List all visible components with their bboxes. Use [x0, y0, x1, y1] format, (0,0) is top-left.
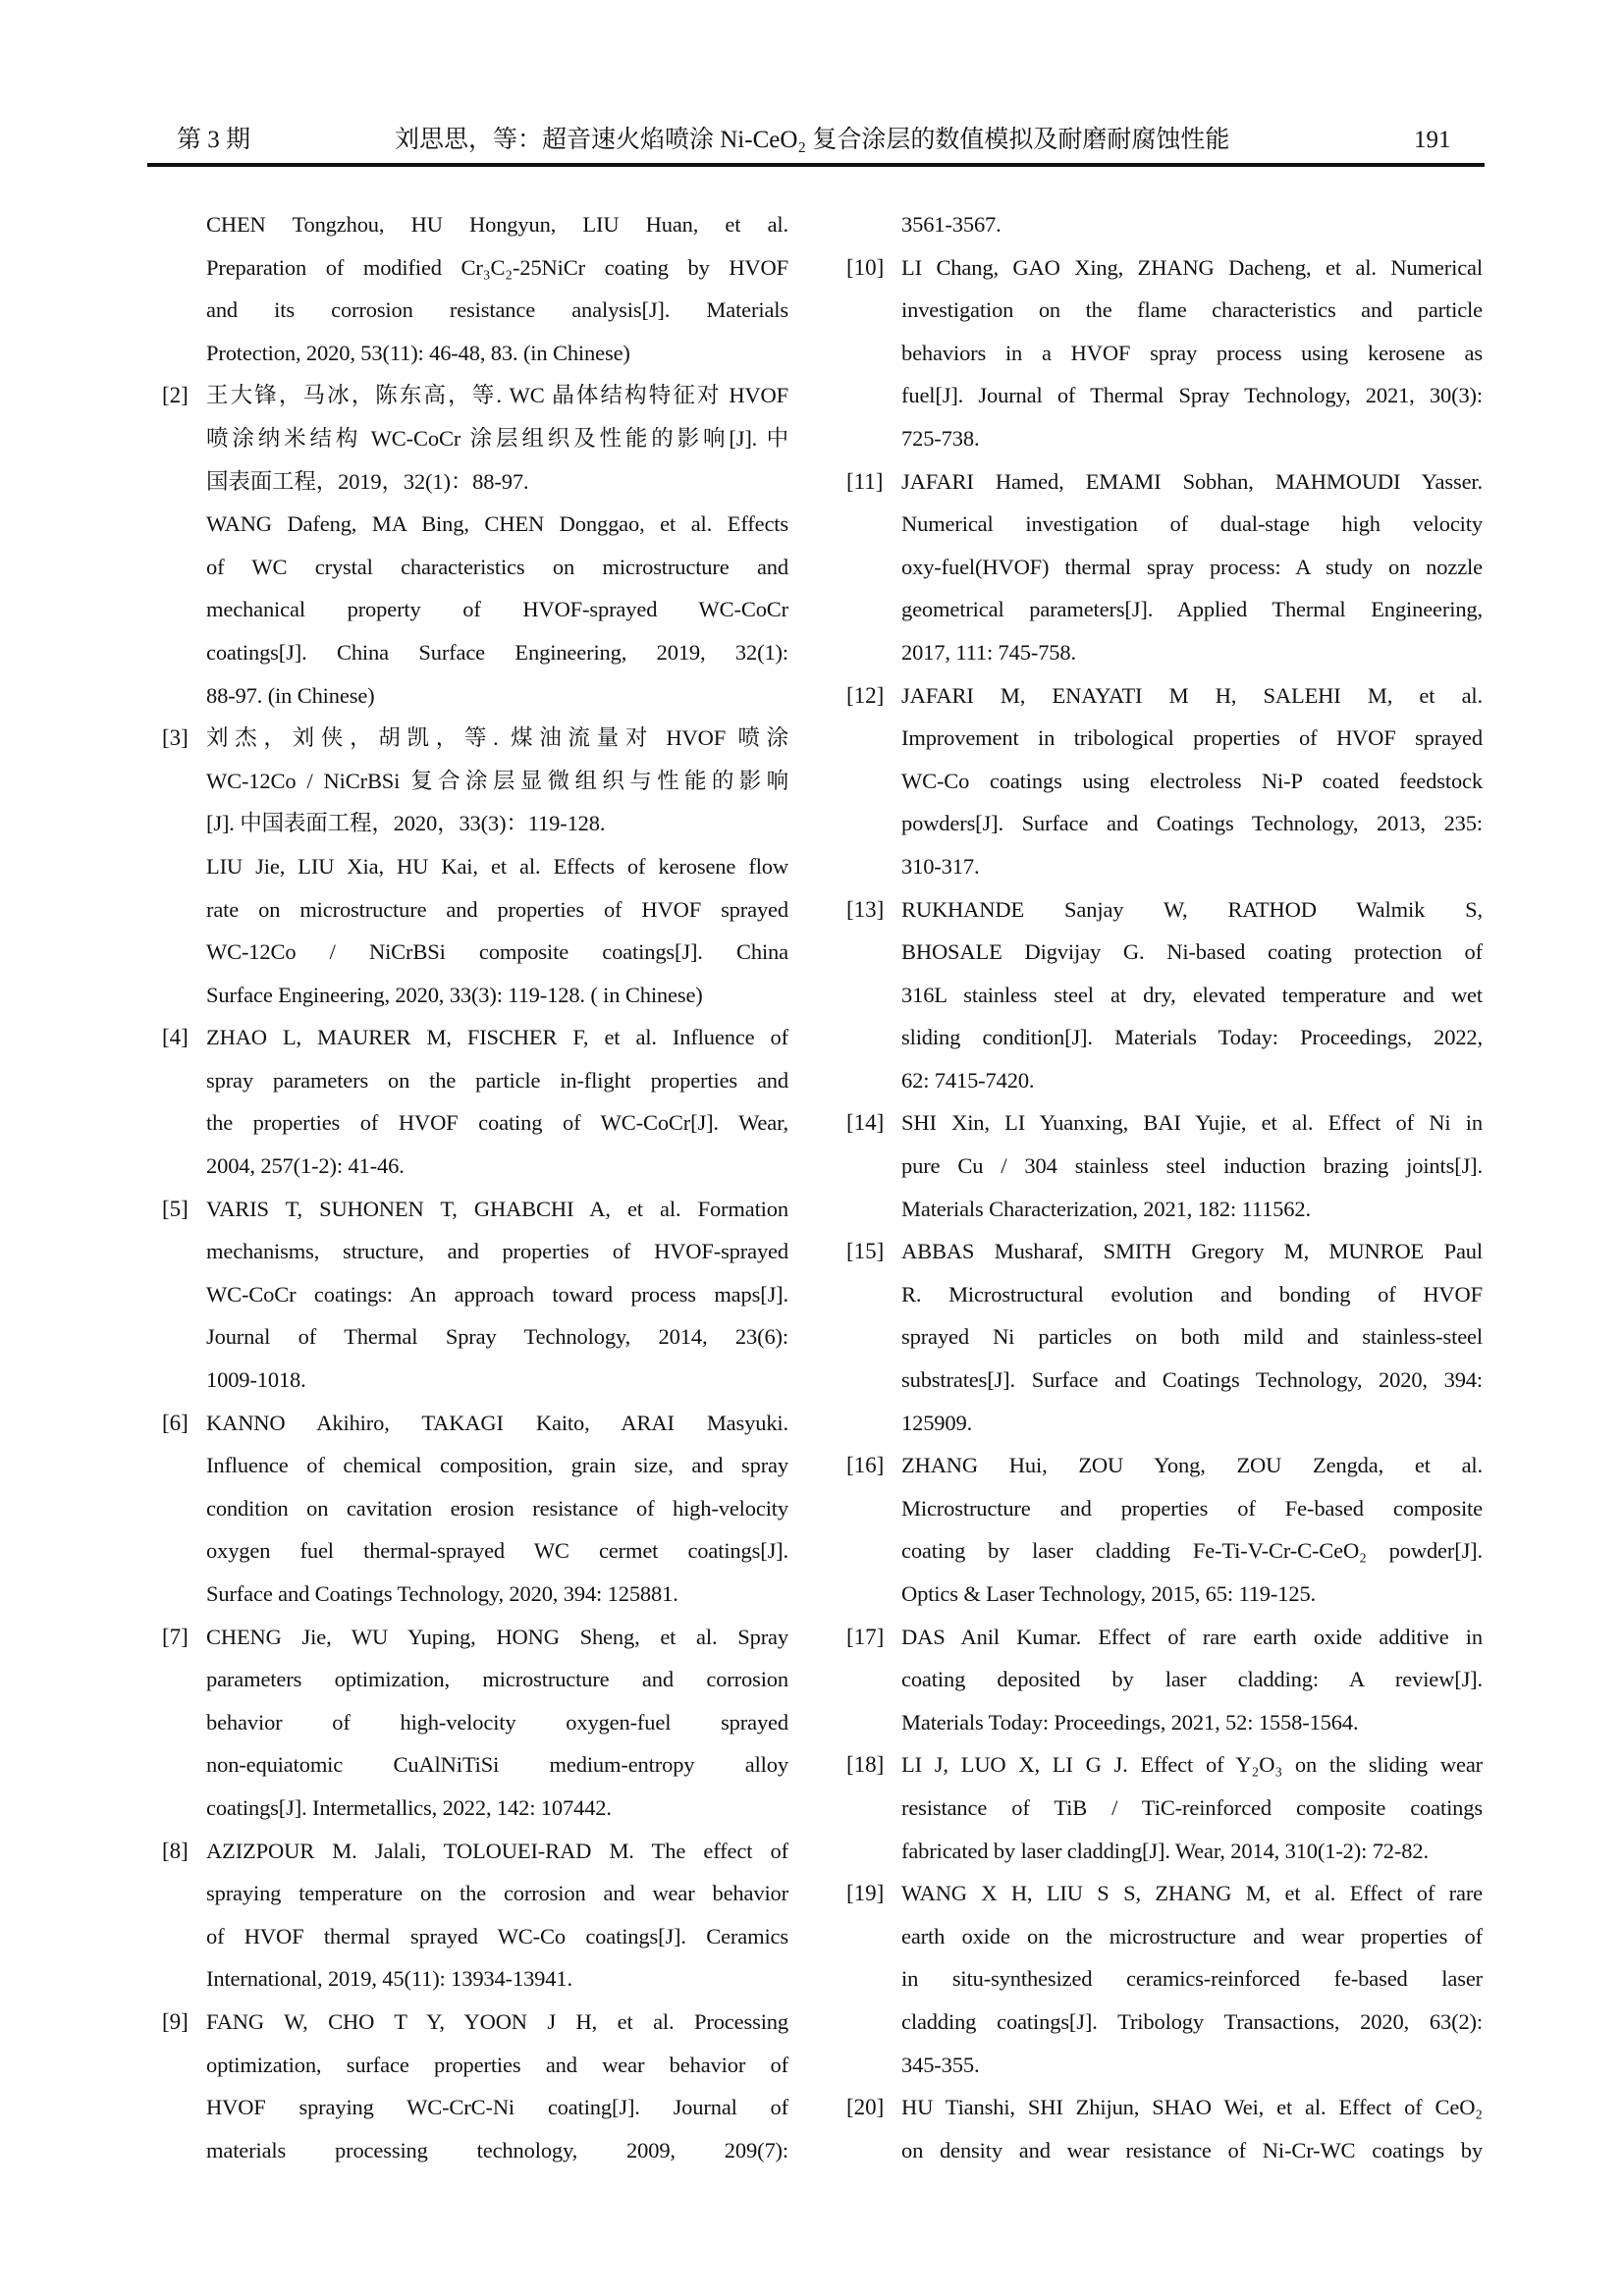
reference-line: sprayed Ni particles on both mild and stainless-steel: [901, 1324, 1483, 1350]
reference-line: 310-317.: [901, 853, 980, 879]
reference-entry: [846, 1872, 1483, 2086]
reference-line: fabricated by laser cladding[J]. Wear, 2014, 310(1-2): 72-82.: [901, 1838, 1429, 1863]
reference-line: WANG X H, LIU S S, ZHANG M, et al. Effect of rare: [901, 1881, 1483, 1906]
reference-entry: [846, 1101, 1483, 1230]
reference-line: non-equiatomic CuAlNiTiSi medium-entropy alloy: [206, 1752, 788, 1778]
reference-line: of WC crystal characteristics on microstructure and: [206, 554, 788, 579]
reference-line: behavior of high-velocity oxygen-fuel sprayed: [206, 1709, 788, 1735]
reference-line: spraying temperature on the corrosion and wear behavior: [206, 1881, 788, 1906]
reference-line: spray parameters on the particle in-flight properties and: [206, 1067, 788, 1093]
reference-line: Materials Characterization, 2021, 182: 111562.: [901, 1196, 1311, 1221]
reference-entry: [846, 1230, 1483, 1444]
reference-number: [19]: [846, 1881, 885, 1906]
header-rule: [147, 163, 1485, 167]
reference-line: fuel[J]. Journal of Thermal Spray Technology, 2021, 30(3):: [901, 383, 1483, 408]
reference-number: [12]: [846, 682, 885, 708]
reference-line: Surface Engineering, 2020, 33(3): 119-128. ( in Chinese): [206, 982, 703, 1007]
reference-line: WC-Co coatings using electroless Ni-P coated feedstock: [901, 768, 1483, 793]
reference-entry: [162, 203, 788, 374]
reference-line: 345-355.: [901, 2052, 980, 2077]
reference-line: coating by laser cladding Fe-Ti-V-Cr-C-CeO₂ powder[J].: [901, 1538, 1483, 1564]
reference-number: [4]: [162, 1025, 189, 1050]
reference-line: oxy-fuel(HVOF) thermal spray process: A study on nozzle: [901, 554, 1483, 579]
reference-line: in situ-synthesized ceramics-reinforced fe-based laser: [901, 1966, 1483, 1992]
reference-entry: [846, 2086, 1483, 2171]
reference-line: Microstructure and properties of Fe-based composite: [901, 1495, 1483, 1521]
reference-line: LI Chang, GAO Xing, ZHANG Dacheng, et al. Numerical: [901, 254, 1483, 280]
reference-line: R. Microstructural evolution and bonding of HVOF: [901, 1281, 1483, 1307]
reference-line: behaviors in a HVOF spray process using kerosene as: [901, 340, 1483, 365]
reference-number: [20]: [846, 2095, 885, 2120]
reference-line: HVOF spraying WC-CrC-Ni coating[J]. Journal of: [206, 2095, 788, 2120]
reference-line: Optics & Laser Technology, 2015, 65: 119-125.: [901, 1581, 1317, 1606]
reference-number: [17]: [846, 1624, 885, 1649]
reference-line: 1009-1018.: [206, 1367, 306, 1393]
reference-number: [8]: [162, 1838, 189, 1863]
reference-line: Materials Today: Proceedings, 2021, 52: 1558-1564.: [901, 1709, 1359, 1735]
reference-entry: [846, 1616, 1483, 1744]
reference-line: 725-738.: [901, 425, 980, 451]
reference-entry: [162, 717, 788, 1016]
reference-line: ABBAS Musharaf, SMITH Gregory M, MUNROE Paul: [901, 1239, 1483, 1264]
reference-line: and its corrosion resistance analysis[J]. Materials: [206, 297, 788, 323]
reference-line: 王大锋，马冰，陈东高，等. WC 晶体结构特征对 HVOF: [206, 383, 788, 408]
page-number: 191: [1414, 127, 1451, 153]
reference-line: 2017, 111: 745-758.: [901, 639, 1076, 665]
reference-line: geometrical parameters[J]. Applied Thermal Engineering,: [901, 597, 1483, 622]
reference-line: SHI Xin, LI Yuanxing, BAI Yujie, et al. Effect of Ni in: [901, 1110, 1483, 1136]
reference-line: AZIZPOUR M. Jalali, TOLOUEI-RAD M. The effect of: [206, 1838, 788, 1863]
reference-line: Surface and Coatings Technology, 2020, 394: 125881.: [206, 1581, 678, 1606]
reference-line: mechanical property of HVOF-sprayed WC-CoCr: [206, 597, 788, 622]
reference-line: Numerical investigation of dual-stage high velocity: [901, 511, 1483, 537]
reference-line: condition on cavitation erosion resistance of high-velocity: [206, 1495, 788, 1521]
reference-line: Influence of chemical composition, grain size, and spray: [206, 1453, 788, 1478]
reference-number: [13]: [846, 896, 885, 922]
reference-line: VARIS T, SUHONEN T, GHABCHI A, et al. Formation: [206, 1196, 788, 1221]
reference-line: WC-12Co / NiCrBSi composite coatings[J]. China: [206, 939, 788, 965]
journal-issue: 第 3 期: [177, 127, 251, 153]
reference-line: powders[J]. Surface and Coatings Technology, 2013, 235:: [901, 811, 1483, 836]
reference-line: BHOSALE Digvijay G. Ni-based coating protection of: [901, 939, 1483, 965]
reference-line: JAFARI Hamed, EMAMI Sobhan, MAHMOUDI Yasser.: [901, 468, 1483, 494]
reference-line: coating deposited by laser cladding: A review[J].: [901, 1667, 1483, 1692]
reference-entry: [846, 674, 1483, 888]
reference-line: 88-97. (in Chinese): [206, 682, 375, 708]
reference-line: 3561-3567.: [901, 212, 1001, 237]
reference-number: [15]: [846, 1239, 885, 1264]
reference-number: [9]: [162, 2008, 189, 2034]
reference-line: earth oxide on the microstructure and wear properties of: [901, 1923, 1483, 1949]
reference-line: resistance of TiB / TiC-reinforced composite coatings: [901, 1794, 1483, 1820]
reference-line: parameters optimization, microstructure and corrosion: [206, 1667, 788, 1692]
reference-line: LI J, LUO X, LI G J. Effect of Y₂O₃ on the sliding wear: [901, 1752, 1483, 1778]
reference-entry: [162, 1402, 788, 1616]
reference-line: Journal of Thermal Spray Technology, 2014, 23(6):: [206, 1324, 788, 1350]
reference-line: International, 2019, 45(11): 13934-13941.: [206, 1966, 572, 1992]
reference-line: Preparation of modified Cr₃C₂-25NiCr coating by HVOF: [206, 254, 788, 280]
reference-line: sliding condition[J]. Materials Today: Proceedings, 2022,: [901, 1025, 1483, 1050]
reference-line: KANNO Akihiro, TAKAGI Kaito, ARAI Masyuki.: [206, 1410, 788, 1435]
reference-line: LIU Jie, LIU Xia, HU Kai, et al. Effects of kerosene flow: [206, 853, 788, 879]
reference-entry: [162, 374, 788, 717]
reference-line: optimization, surface properties and wear behavior of: [206, 2052, 788, 2077]
reference-number: [7]: [162, 1624, 189, 1649]
reference-line: FANG W, CHO T Y, YOON J H, et al. Processing: [206, 2008, 788, 2034]
reference-line: of HVOF thermal sprayed WC-Co coatings[J]. Ceramics: [206, 1923, 788, 1949]
references-column-left: [162, 203, 788, 2171]
reference-entry: [162, 1016, 788, 1187]
reference-number: [3]: [162, 725, 189, 751]
reference-line: the properties of HVOF coating of WC-CoCr[J]. Wear,: [206, 1110, 788, 1136]
reference-line: oxygen fuel thermal-sprayed WC cermet coatings[J].: [206, 1538, 788, 1564]
reference-entry: [162, 1830, 788, 2001]
reference-line: DAS Anil Kumar. Effect of rare earth oxide additive in: [901, 1624, 1483, 1649]
reference-line: coatings[J]. Intermetallics, 2022, 142: 107442.: [206, 1794, 612, 1820]
reference-entry: [846, 1743, 1483, 1872]
reference-entry: [162, 1188, 788, 1402]
reference-line: WANG Dafeng, MA Bing, CHEN Donggao, et al. Effects: [206, 511, 788, 537]
reference-line: Protection, 2020, 53(11): 46-48, 83. (in Chinese): [206, 340, 630, 365]
reference-number: [11]: [846, 468, 884, 494]
reference-line: CHENG Jie, WU Yuping, HONG Sheng, et al. Spray: [206, 1624, 788, 1649]
running-title: 刘思思，等：超音速火焰喷涂 Ni-CeO₂ 复合涂层的数值模拟及耐磨耐腐蚀性能: [395, 127, 1230, 153]
reference-number: [10]: [846, 254, 885, 280]
reference-line: Improvement in tribological properties of HVOF sprayed: [901, 725, 1483, 751]
reference-line: 喷涂纳米结构 WC-CoCr 涂层组织及性能的影响[J]. 中: [206, 425, 788, 451]
reference-line: JAFARI M, ENAYATI M H, SALEHI M, et al.: [901, 682, 1483, 708]
reference-line: 国表面工程，2019，32(1)：88-97.: [206, 468, 529, 494]
reference-entry: [846, 460, 1483, 674]
reference-line: on density and wear resistance of Ni-Cr-WC coatings by: [901, 2137, 1483, 2163]
reference-line: 316L stainless steel at dry, elevated temperature and wet: [901, 982, 1483, 1007]
reference-line: CHEN Tongzhou, HU Hongyun, LIU Huan, et al.: [206, 212, 788, 237]
reference-entry: [162, 2001, 788, 2171]
reference-line: HU Tianshi, SHI Zhijun, SHAO Wei, et al. Effect of CeO₂: [901, 2095, 1483, 2120]
reference-line: materials processing technology, 2009, 209(7):: [206, 2137, 788, 2163]
reference-line: ZHANG Hui, ZOU Yong, ZOU Zengda, et al.: [901, 1453, 1483, 1478]
reference-line: mechanisms, structure, and properties of HVOF-sprayed: [206, 1239, 788, 1264]
reference-number: [6]: [162, 1410, 189, 1435]
reference-line: pure Cu / 304 stainless steel induction brazing joints[J].: [901, 1153, 1483, 1179]
reference-line: coatings[J]. China Surface Engineering, 2019, 32(1):: [206, 639, 788, 665]
reference-entry: [846, 203, 1483, 246]
reference-line: 刘杰，刘侠，胡凯，等. 煤油流量对 HVOF 喷涂: [206, 725, 788, 751]
reference-line: RUKHANDE Sanjay W, RATHOD Walmik S,: [901, 896, 1483, 922]
reference-line: WC-CoCr coatings: An approach toward process maps[J].: [206, 1281, 788, 1307]
reference-line: WC-12Co / NiCrBSi 复合涂层显微组织与性能的影响: [206, 768, 788, 793]
reference-line: [J]. 中国表面工程，2020，33(3)：119-128.: [206, 811, 606, 836]
reference-line: 2004, 257(1-2): 41-46.: [206, 1153, 405, 1179]
reference-line: rate on microstructure and properties of HVOF sprayed: [206, 896, 788, 922]
reference-entry: [846, 1444, 1483, 1615]
reference-line: investigation on the flame characteristics and particle: [901, 297, 1483, 323]
reference-entry: [846, 888, 1483, 1102]
reference-line: ZHAO L, MAURER M, FISCHER F, et al. Influence of: [206, 1025, 788, 1050]
reference-entry: [162, 1616, 788, 1830]
reference-number: [14]: [846, 1110, 885, 1136]
reference-line: 62: 7415-7420.: [901, 1067, 1035, 1093]
reference-number: [18]: [846, 1752, 885, 1778]
reference-line: cladding coatings[J]. Tribology Transactions, 2020, 63(2):: [901, 2008, 1483, 2034]
reference-number: [5]: [162, 1196, 189, 1221]
reference-line: substrates[J]. Surface and Coatings Technology, 2020, 394:: [901, 1367, 1483, 1393]
reference-line: 125909.: [901, 1410, 973, 1435]
reference-number: [16]: [846, 1453, 885, 1478]
reference-entry: [846, 246, 1483, 460]
reference-number: [2]: [162, 383, 189, 408]
references-column-right: [846, 203, 1483, 2171]
